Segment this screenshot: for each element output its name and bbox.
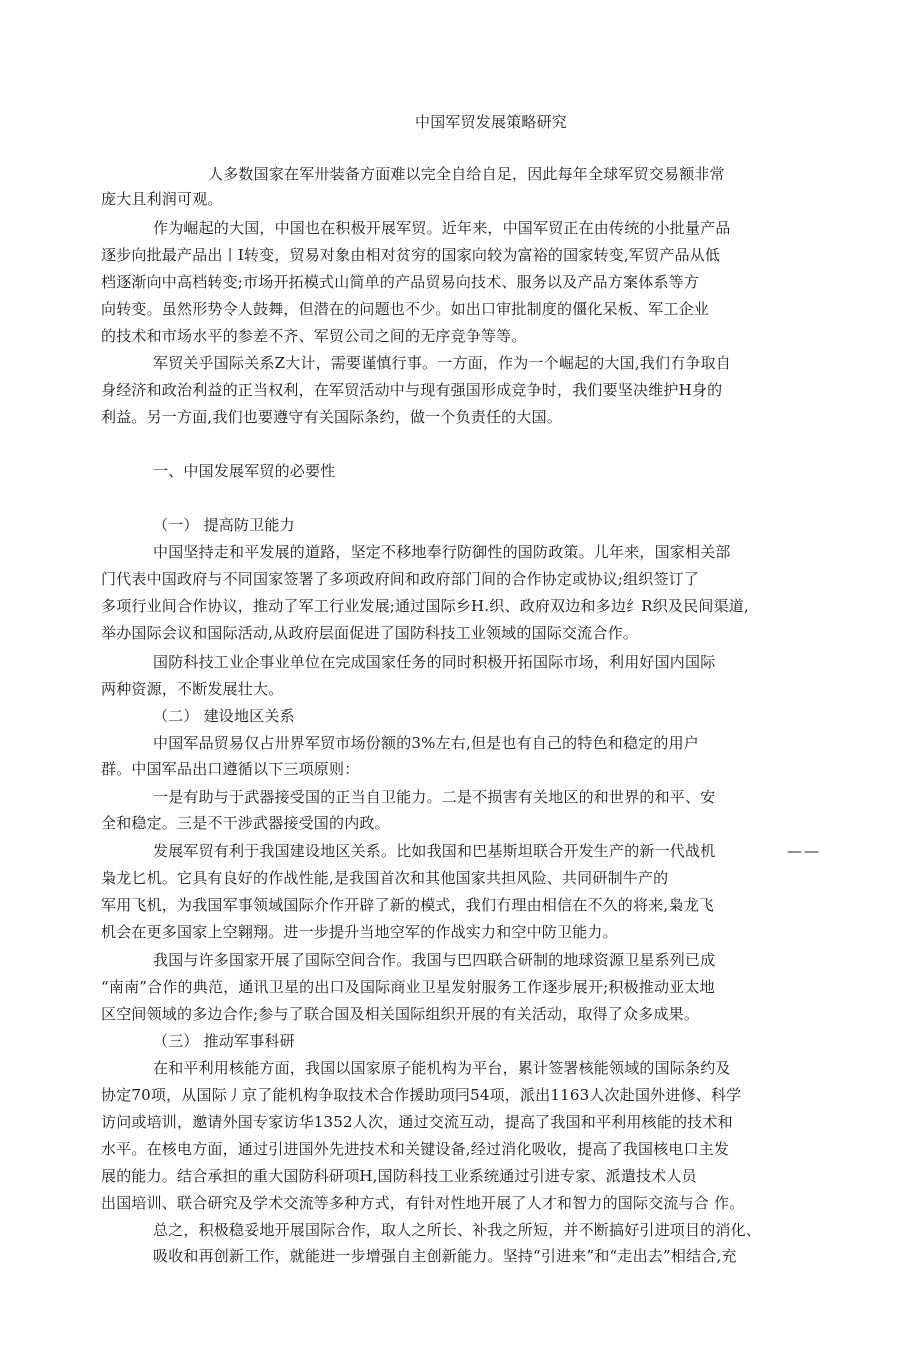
paragraph-line: 国防科技工业企事业单位在完成国家任务的同时积极开拓国际市场，利用好国内国际: [153, 653, 716, 671]
paragraph-line: 在和平利用核能方面，我国以国家原子能机构为平台，累计签署核能领域的国际条约及: [153, 1059, 731, 1077]
paragraph-line: 举办国际会议和国际活动,从政府层面促进了国防科技工业领域的国际交流合作。: [101, 624, 638, 642]
paragraph-line: 吸收和再创新工作，就能进一步增强自主创新能力。坚持“引进来”和“走出去”相结合,充: [153, 1247, 737, 1265]
paragraph-line: 群。中国军品出口遵循以下三项原则：: [101, 760, 360, 778]
paragraph-line: 展的能力。结合承担的重大国防科研项H,国防科技工业系统通过引进专家、派遣技术人员: [101, 1167, 697, 1185]
paragraph-line: 军用飞机，为我国军事领域国际介作开辟了新的模式，我们冇理由相信在不久的将来,枭龙飞: [101, 896, 714, 914]
paragraph-line: 区空间领域的多边合作;参与了联合国及相关国际组织开展的有关活动，取得了众多成果。: [101, 1005, 700, 1023]
paragraph-line: 枭龙匕机。它具有良好的作战性能,是我国首次和其他国家共担风险、共同研制牛产的: [101, 869, 669, 887]
paragraph-line: 机会在更多国家上空翱翔。进一步提升当地空军的作战实力和空中防卫能力。: [101, 923, 618, 941]
paragraph-line: 总之，积极稳妥地开展国际合作，取人之所长、补我之所短，并不断搞好引进项目的消化、: [153, 1221, 762, 1239]
paragraph-line: 协定70项，从国际丿京了能机构争取技术合作援助项冃54项，派出1163人次赴国外进修、科学: [101, 1086, 742, 1104]
paragraph-line: 多项行业间合作协议，推动了军工行业发展;通过国际乡H.织、政府双边和多边纟R织及民间渠道,: [101, 597, 749, 615]
paragraph-line: 中国坚持走和平发展的道路，坚定不移地奉行防御性的国防政策。儿年来，国家相关部: [153, 543, 731, 561]
paragraph-line: 两种资源，不断发展壮大。: [101, 680, 284, 698]
paragraph-line: 的技术和市场水平的参差不齐、军贸公司之间的无序竞争等等。: [101, 327, 527, 345]
paragraph-line: 人多数国家在军卅装备方面难以完全自给自足，因此每年全球军贸交易额非常: [208, 165, 725, 183]
paragraph-line: 逐步向批最产品出丨I转变，贸易对象由相对贫穷的国家向较为富裕的国家转变,军贸产品从低: [101, 246, 721, 264]
paragraph-line: 庞大且利润可观。: [101, 190, 223, 208]
paragraph-line: 发展军贸有利于我国建设地区关系。比如我国和巴基斯坦联合开发生产的新一代战机: [153, 842, 716, 860]
subsection-heading: （一） 提高防卫能力: [153, 516, 295, 534]
paragraph-line: “南南”合作的典范，通讯卫星的出口及国际商业卫星发射服务工作逐步展开;积极推动亚太地: [101, 978, 715, 996]
paragraph-line: 军贸关乎国际关系Z大计，需要谨慎行事。一方面，作为一个崛起的大国,我们冇争取自: [153, 354, 731, 372]
paragraph-line: 出国培训、联合研究及学术交流等多种方式，有针对性地开展了人才和智力的国际交流与合 作。: [101, 1194, 745, 1212]
em-dash: ——: [787, 842, 821, 860]
subsection-heading: （二） 建设地区关系: [153, 707, 295, 725]
paragraph-line: 访问或培训，邀请外国专家访华1352人次，通过交流互动，提高了我国和平利用核能的技术和: [101, 1113, 733, 1131]
paragraph-line: 水平。在核电方面，通过引进国外先进技术和关键设备,经过消化吸收，提高了我国核电口主发: [101, 1140, 730, 1158]
paragraph-line: 档逐渐向中高档转变;市场开拓模式山简单的产品贸易向技术、服务以及产品方案体系等方: [101, 273, 700, 291]
paragraph-line: 我国与许多国家开展了国际空间合作。我国与巴四联合研制的地球资源卫星系列已成: [153, 951, 716, 969]
paragraph-line: 一是有助与于武器接受国的正当自卫能力。二是不损害有关地区的和世界的和平、安: [153, 788, 716, 806]
paragraph-line: 全和稳定。三是不干涉武器接受国的内政。: [101, 814, 390, 832]
paragraph-line: 身经济和政治利益的正当权利，在军贸活动中与现有强国形成竞争时，我们要坚决维护H身的: [101, 381, 723, 399]
subsection-heading: （三） 推动军事科研: [153, 1032, 295, 1050]
paragraph-line: 作为崛起的大国，中国也在积极开展军贸。近年来，中国军贸正在由传统的小批量产品: [153, 219, 731, 237]
paragraph-line: 向转变。虽然形势令人鼓舞，但潜在的问题也不少。如出口审批制度的僵化呆板、军工企业: [101, 300, 710, 318]
paragraph-line: 利益。另一方面,我们也要遵守有关国际条约，做一个负责任的大国。: [101, 408, 562, 426]
paragraph-line: 门代表中国政府与不同国家签署了多项政府间和政府部门间的合作协定或协议;组织签订了: [101, 570, 700, 588]
section-heading: 一、中国发展军贸的必要性: [153, 462, 336, 480]
paragraph-line: 中国军品贸易仅占卅界军贸市场份额的3%左右,但是也有自己的特色和稳定的用户: [153, 734, 699, 752]
document-title: 中国军贸发展策略研究: [415, 113, 568, 131]
